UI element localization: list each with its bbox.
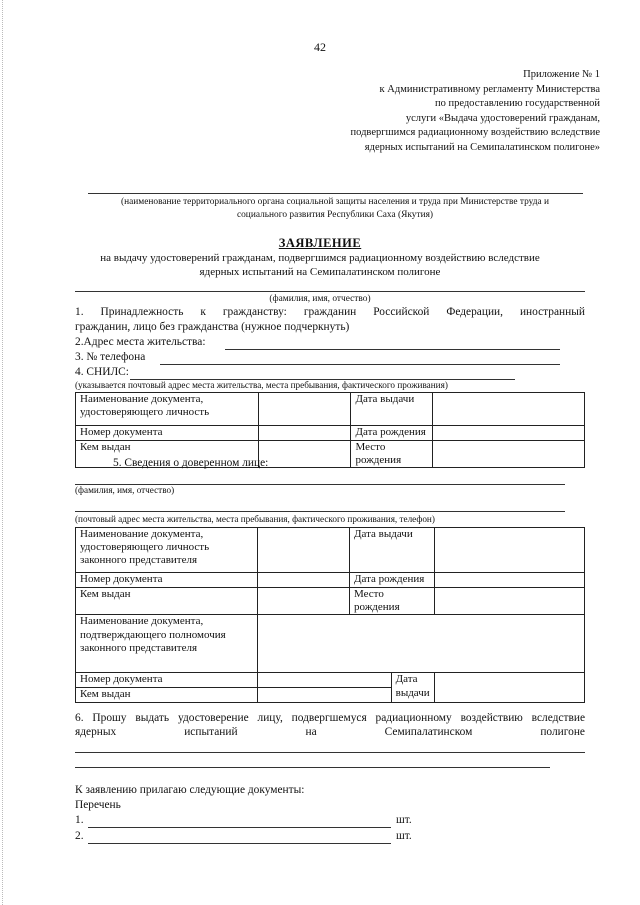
cell-proxy-issue-date-label: Дата выдачи [349,528,434,573]
attachment-item-unit: шт. [396,814,412,826]
phone-field-line[interactable] [160,364,560,365]
cell-proxy-doc-name: Наименование документа, удостоверяющего личность законного представителя [76,528,258,573]
subtitle-line: ядерных испытаний на Семипалатинском полигоне [199,265,441,278]
cell-birth-date-value[interactable] [433,426,585,441]
attachment-item-unit: шт. [396,830,412,842]
proxy-fio-caption: (фамилия, имя, отчество) [75,485,175,495]
cell-authority-doc-name: Наименование документа, подтверждающего полномочия законного представителя [76,615,258,673]
organ-field-line[interactable] [88,193,583,194]
section6-line2 [75,726,585,738]
cell-birth-date-label: Дата рождения [351,426,433,441]
section1-line2: гражданин, лицо без гражданства (нужное подчеркнуть) [75,321,350,333]
section6-word: испытаний [184,726,238,738]
cell-authority-issued-by-value[interactable] [257,688,391,703]
fio-caption: (фамилия, имя, отчество) [269,294,371,304]
section6-word: полигоне [540,726,585,738]
attachments-intro: К заявлению прилагаю следующие документы: [75,784,305,796]
organ-caption [60,196,610,222]
cell-proxy-doc-name-value[interactable] [257,528,349,573]
cell-proxy-birth-date-label: Дата рождения [349,573,434,588]
appendix-line: ядерных испытаний на Семипалатинском полигоне» [364,141,600,153]
scan-edge [2,0,4,905]
cell-birth-place-label: Место рождения [351,441,433,468]
cell-issued-by-value[interactable] [258,441,351,468]
appendix-line: Приложение № 1 [523,69,600,80]
section2-label: 2.Адрес места жительства: [75,336,206,348]
cell-proxy-birth-date-value[interactable] [434,573,584,588]
cell-issued-by-label: Кем выдан [76,441,259,468]
fio-field-line[interactable] [75,291,585,292]
attachment-item-line[interactable] [88,843,391,844]
subtitle-line: на выдачу удостоверений гражданам, подвергшимся радиационному воздействию вследствие [100,252,540,264]
cell-issue-date-value[interactable] [433,393,585,426]
address-caption: (указывается почтовый адрес места жительства, места пребывания, фактического проживания) [75,380,448,390]
attachment-item-number: 1. [75,814,84,826]
document-subtitle [0,252,640,279]
cell-issue-date-label: Дата выдачи [351,393,433,426]
organ-caption-line: социального развития Республики Саха (Якутия) [236,210,434,220]
section6-field-line[interactable] [75,752,585,753]
proxy-doc-table [75,527,585,703]
section6-line1: 6. Прошу выдать удостоверение лицу, подвергшемуся радиационному воздействию вследствие [75,712,585,724]
cell-proxy-birth-place-value[interactable] [434,588,584,615]
cell-doc-name-value[interactable] [258,393,351,426]
document-title: ЗАЯВЛЕНИЕ [278,236,362,250]
appendix-header [351,68,600,156]
cell-proxy-issued-by-value[interactable] [257,588,349,615]
cell-authority-issued-by-label: Кем выдан [76,688,258,703]
cell-authority-issue-date-value[interactable] [434,673,584,703]
cell-authority-doc-value[interactable] [257,615,584,673]
page-number: 42 [314,40,326,54]
appendix-line: услуги «Выдача удостоверений гражданам, [405,112,600,124]
section3-label: 3. № телефона [75,351,146,363]
section1-line1: 1. Принадлежность к гражданству: гражданин Российской Федерации, иностранный [75,306,585,318]
proxy-address-caption: (почтовый адрес места жительства, места пребывания, фактического проживания, телефон) [75,514,435,524]
cell-proxy-doc-number-value[interactable] [257,573,349,588]
appendix-line: по предоставлению государственной [434,98,600,110]
section6-word: Семипалатинском [384,726,473,738]
cell-proxy-issue-date-value[interactable] [434,528,584,573]
cell-authority-doc-number-value[interactable] [257,673,391,688]
cell-authority-doc-number-label: Номер документа [76,673,258,688]
cell-doc-number-value[interactable] [258,426,351,441]
organ-caption-line: (наименование территориального органа социальной защиты населения и труда при Министерстве труда и [120,197,550,207]
section6-field-line2[interactable] [75,767,550,768]
cell-birth-place-value[interactable] [433,441,585,468]
attachment-item-line[interactable] [88,827,391,828]
attachment-item-number: 2. [75,830,84,842]
section6-word: на [305,726,317,738]
section5-label: 5. Сведения о доверенном лице: [113,457,269,469]
cell-proxy-issued-by-label: Кем выдан [76,588,258,615]
attachments-list-label: Перечень [75,799,121,811]
cell-proxy-doc-number-label: Номер документа [76,573,258,588]
proxy-address-line[interactable] [75,511,565,512]
cell-authority-issue-date-label: Дата выдачи [391,673,434,703]
section6-word: ядерных [75,726,117,738]
cell-doc-name: Наименование документа, удостоверяющего личность [76,393,259,426]
cell-proxy-birth-place-label: Место рождения [349,588,434,615]
section4-label: 4. СНИЛС: [75,366,129,378]
address-field-line[interactable] [225,349,560,350]
appendix-line: подвергшимся радиационному воздействию вследствие [350,127,600,139]
appendix-line: к Административному регламенту Министерства [379,83,600,95]
cell-doc-number-label: Номер документа [76,426,259,441]
